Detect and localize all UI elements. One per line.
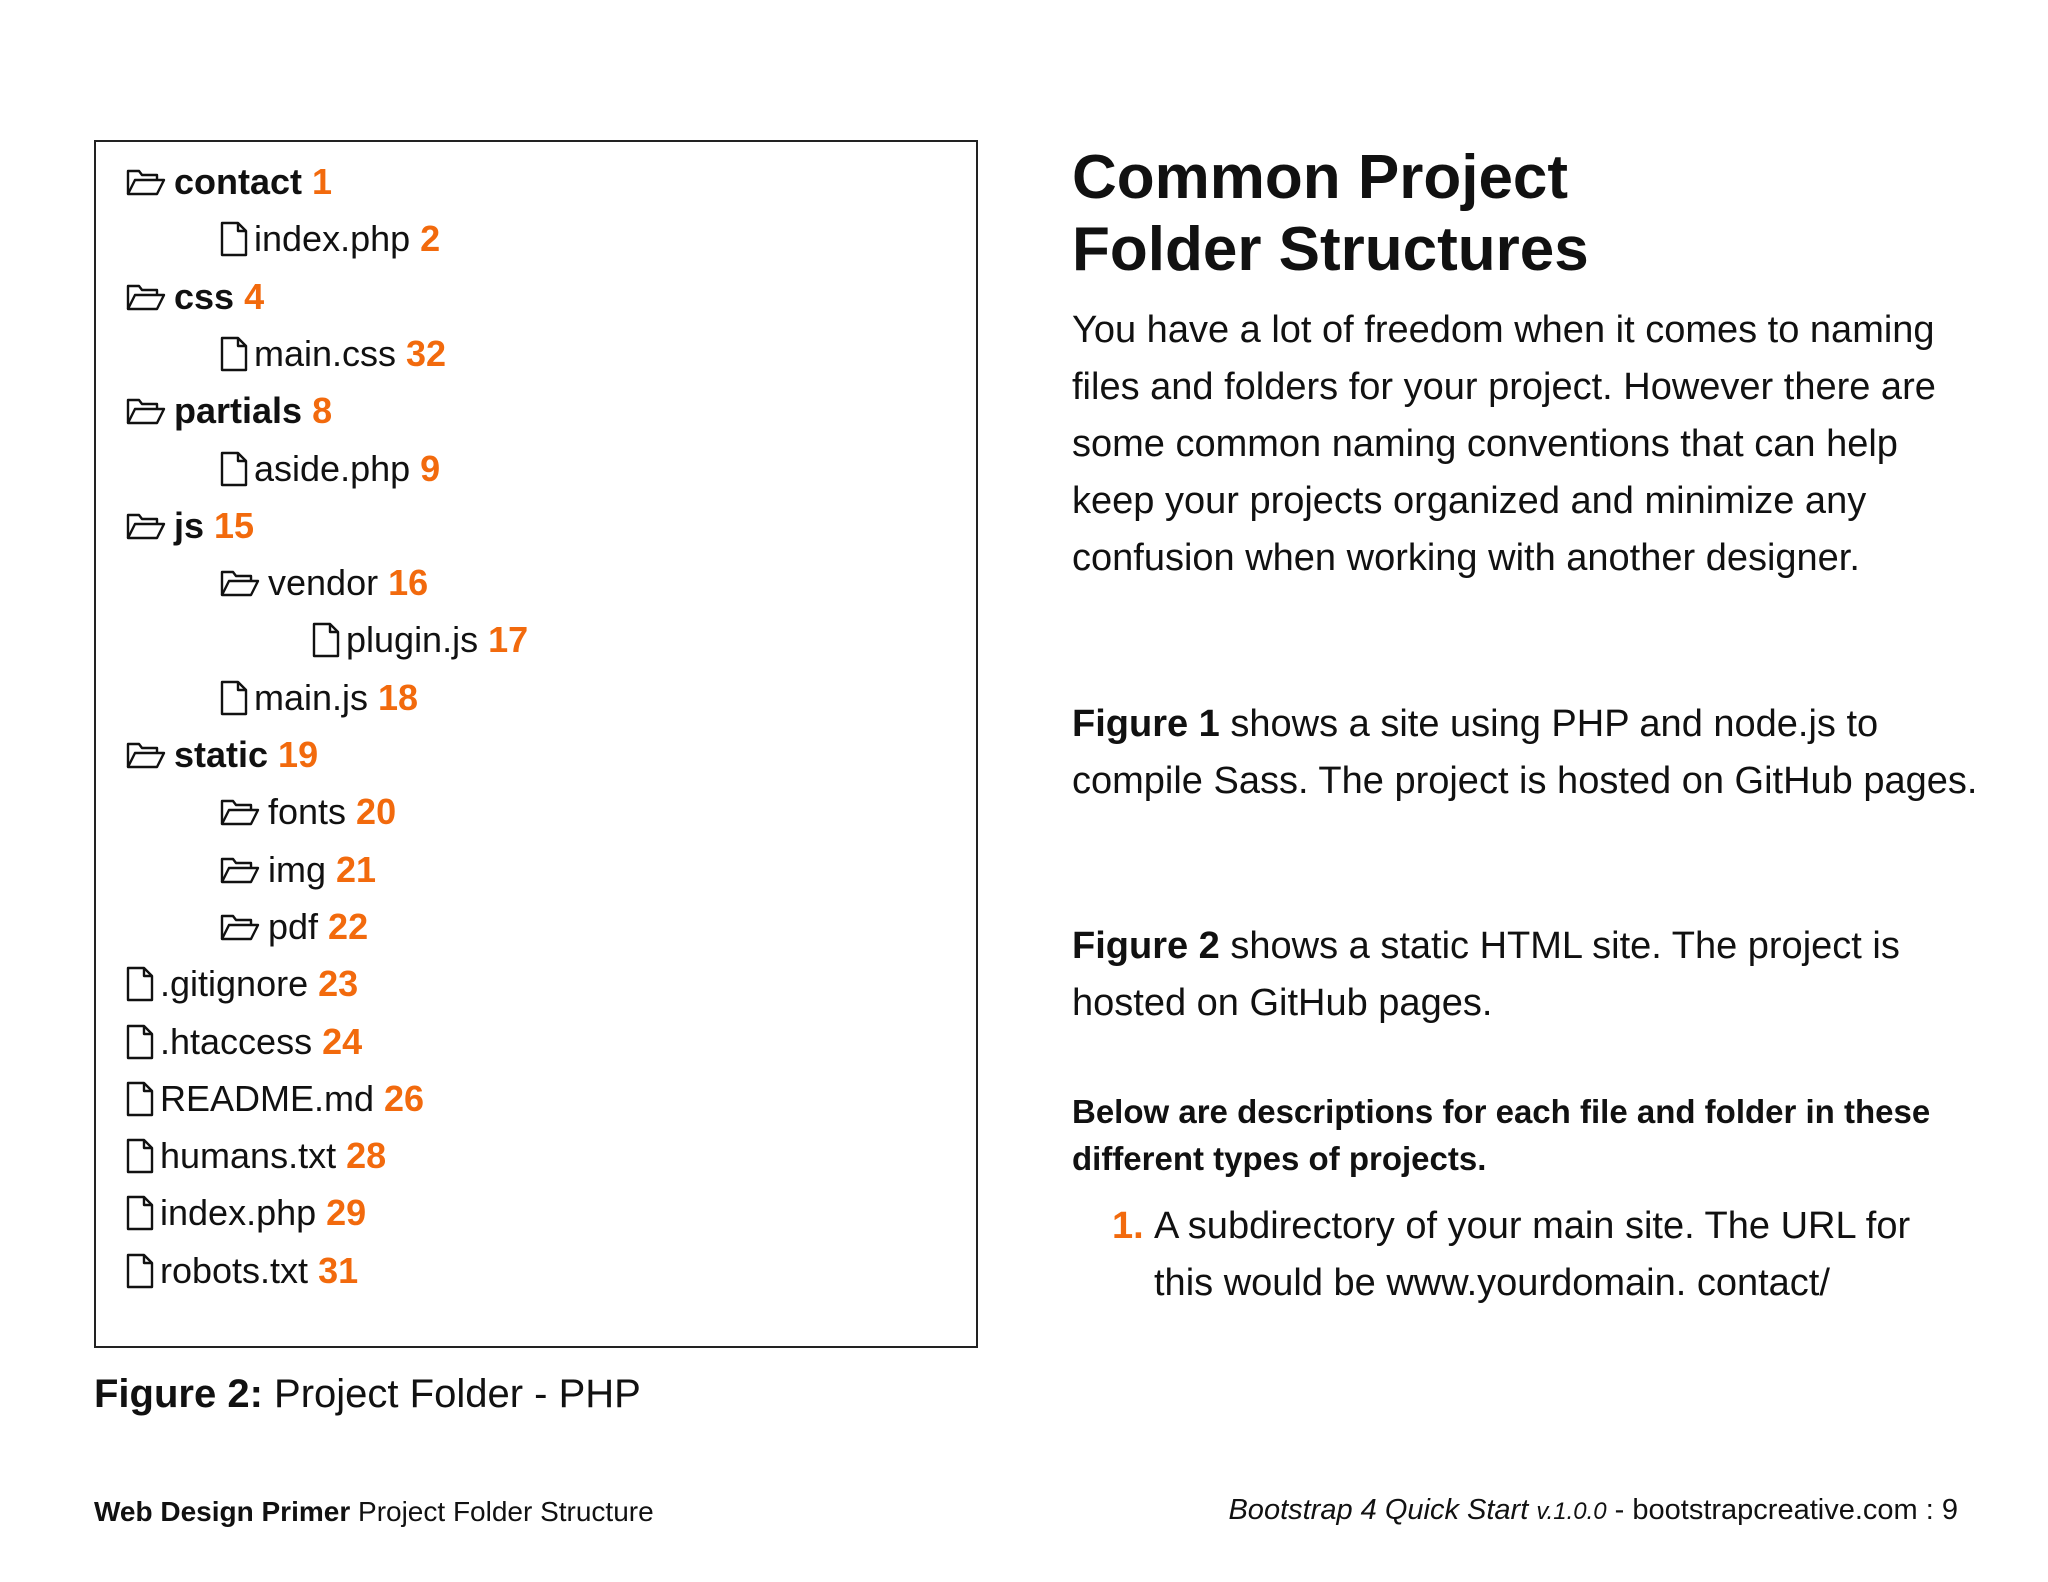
folder-item: [220, 786, 396, 838]
folder-item: [220, 557, 428, 609]
file-item: [220, 672, 418, 724]
title-line-1: Common Project: [1072, 143, 1569, 212]
figure2-label: Figure 2: [1072, 925, 1220, 967]
item-name: plugin.js: [346, 619, 479, 660]
folder-icon: [126, 511, 166, 541]
item-name: robots.txt: [160, 1250, 309, 1291]
file-icon: [126, 1253, 154, 1289]
item-name: img: [268, 849, 327, 890]
folder-icon: [220, 568, 260, 598]
item-name: README.md: [160, 1078, 375, 1119]
item-number: 1: [312, 161, 333, 202]
file-icon: [220, 680, 248, 716]
folder-item: [126, 729, 318, 781]
figure2-paragraph: [1072, 918, 1982, 1032]
list-item-text: A subdirectory of your main site. The URL for this would be www.yourdomain. contact/: [1154, 1205, 1911, 1304]
file-item: [126, 1245, 358, 1297]
item-name: index.php: [254, 218, 411, 259]
folder-icon: [220, 855, 260, 885]
folder-icon: [126, 167, 166, 197]
item-name: fonts: [268, 791, 347, 832]
item-name: humans.txt: [160, 1135, 337, 1176]
item-number: 17: [488, 619, 529, 660]
file-icon: [126, 1024, 154, 1060]
footer-right: [1228, 1494, 1958, 1527]
figure1-paragraph: [1072, 696, 1982, 810]
item-number: 9: [420, 448, 441, 489]
item-name: js: [174, 505, 205, 546]
item-number: 2: [420, 218, 441, 259]
file-icon: [220, 336, 248, 372]
folder-icon: [126, 396, 166, 426]
file-icon: [220, 451, 248, 487]
folder-item: [220, 844, 376, 896]
item-number: 32: [406, 333, 447, 374]
file-icon: [312, 622, 340, 658]
item-name: static: [174, 734, 269, 775]
caption-label: Figure 2:: [94, 1372, 263, 1416]
page-title: [1072, 142, 1972, 286]
item-name: .gitignore: [160, 963, 309, 1004]
file-item: [126, 1016, 362, 1068]
item-name: contact: [174, 161, 303, 202]
item-name: vendor: [268, 562, 379, 603]
item-name: index.php: [160, 1192, 317, 1233]
file-icon: [126, 1081, 154, 1117]
item-number: 16: [388, 562, 429, 603]
footer-version: v.1.0.0: [1536, 1498, 1607, 1525]
figure1-text: shows a site using PHP and node.js to compile Sass. The project is hosted on GitHub pages.: [1072, 703, 1978, 802]
item-number: 29: [326, 1192, 367, 1233]
folder-item: [220, 901, 368, 953]
folder-icon: [126, 282, 166, 312]
file-item: [220, 443, 440, 495]
file-item: [126, 1187, 366, 1239]
folder-icon: [220, 797, 260, 827]
file-item: [220, 213, 440, 265]
title-line-2: Folder Structures: [1072, 215, 1589, 284]
folder-tree-figure: [94, 140, 978, 1348]
item-number: 24: [322, 1021, 363, 1062]
footer-section-title: Project Folder Structure: [358, 1496, 654, 1527]
footer-series-title: Bootstrap 4 Quick Start: [1228, 1494, 1529, 1526]
item-name: main.js: [254, 677, 369, 718]
caption-text: Project Folder - PHP: [274, 1372, 641, 1416]
item-number: 22: [328, 906, 369, 947]
file-item: [126, 958, 358, 1010]
item-name: css: [174, 276, 235, 317]
footer-left: [94, 1496, 654, 1528]
item-number: 20: [356, 791, 397, 832]
description-list-item: [1112, 1198, 1932, 1312]
file-icon: [126, 1138, 154, 1174]
file-item: [220, 328, 446, 380]
item-name: aside.php: [254, 448, 411, 489]
item-number: 4: [244, 276, 265, 317]
item-number: 19: [278, 734, 319, 775]
folder-item: [126, 385, 332, 437]
folder-icon: [126, 740, 166, 770]
intro-paragraph: You have a lot of freedom when it comes to naming files and folders for your project. However there are some common naming conventions that can help keep your projects organized and minimize any confusion when working with another designer.: [1072, 309, 1936, 579]
file-icon: [220, 221, 248, 257]
file-icon: [126, 966, 154, 1002]
item-number: 8: [312, 390, 333, 431]
item-name: main.css: [254, 333, 397, 374]
item-number: 18: [378, 677, 419, 718]
item-number: 23: [318, 963, 359, 1004]
file-item: [126, 1073, 424, 1125]
figure1-label: Figure 1: [1072, 703, 1220, 745]
item-name: .htaccess: [160, 1021, 313, 1062]
file-item: [126, 1130, 386, 1182]
item-number: 21: [336, 849, 377, 890]
folder-item: [126, 500, 254, 552]
footer-book-title: Web Design Primer: [94, 1496, 351, 1527]
file-item: [312, 614, 528, 666]
list-number: 1.: [1112, 1205, 1144, 1247]
item-number: 31: [318, 1250, 359, 1291]
item-name: partials: [174, 390, 303, 431]
file-icon: [126, 1195, 154, 1231]
figure-caption: [94, 1372, 641, 1417]
item-number: 26: [384, 1078, 425, 1119]
folder-icon: [220, 912, 260, 942]
item-number: 28: [346, 1135, 387, 1176]
footer-site-page: - bootstrapcreative.com : 9: [1614, 1494, 1958, 1526]
descriptions-heading: Below are descriptions for each file and folder in these different types of projects.: [1072, 1093, 1931, 1177]
figure2-text: shows a static HTML site. The project is hosted on GitHub pages.: [1072, 925, 1900, 1024]
folder-item: [126, 156, 332, 208]
folder-item: [126, 271, 264, 323]
item-name: pdf: [268, 906, 319, 947]
item-number: 15: [214, 505, 255, 546]
